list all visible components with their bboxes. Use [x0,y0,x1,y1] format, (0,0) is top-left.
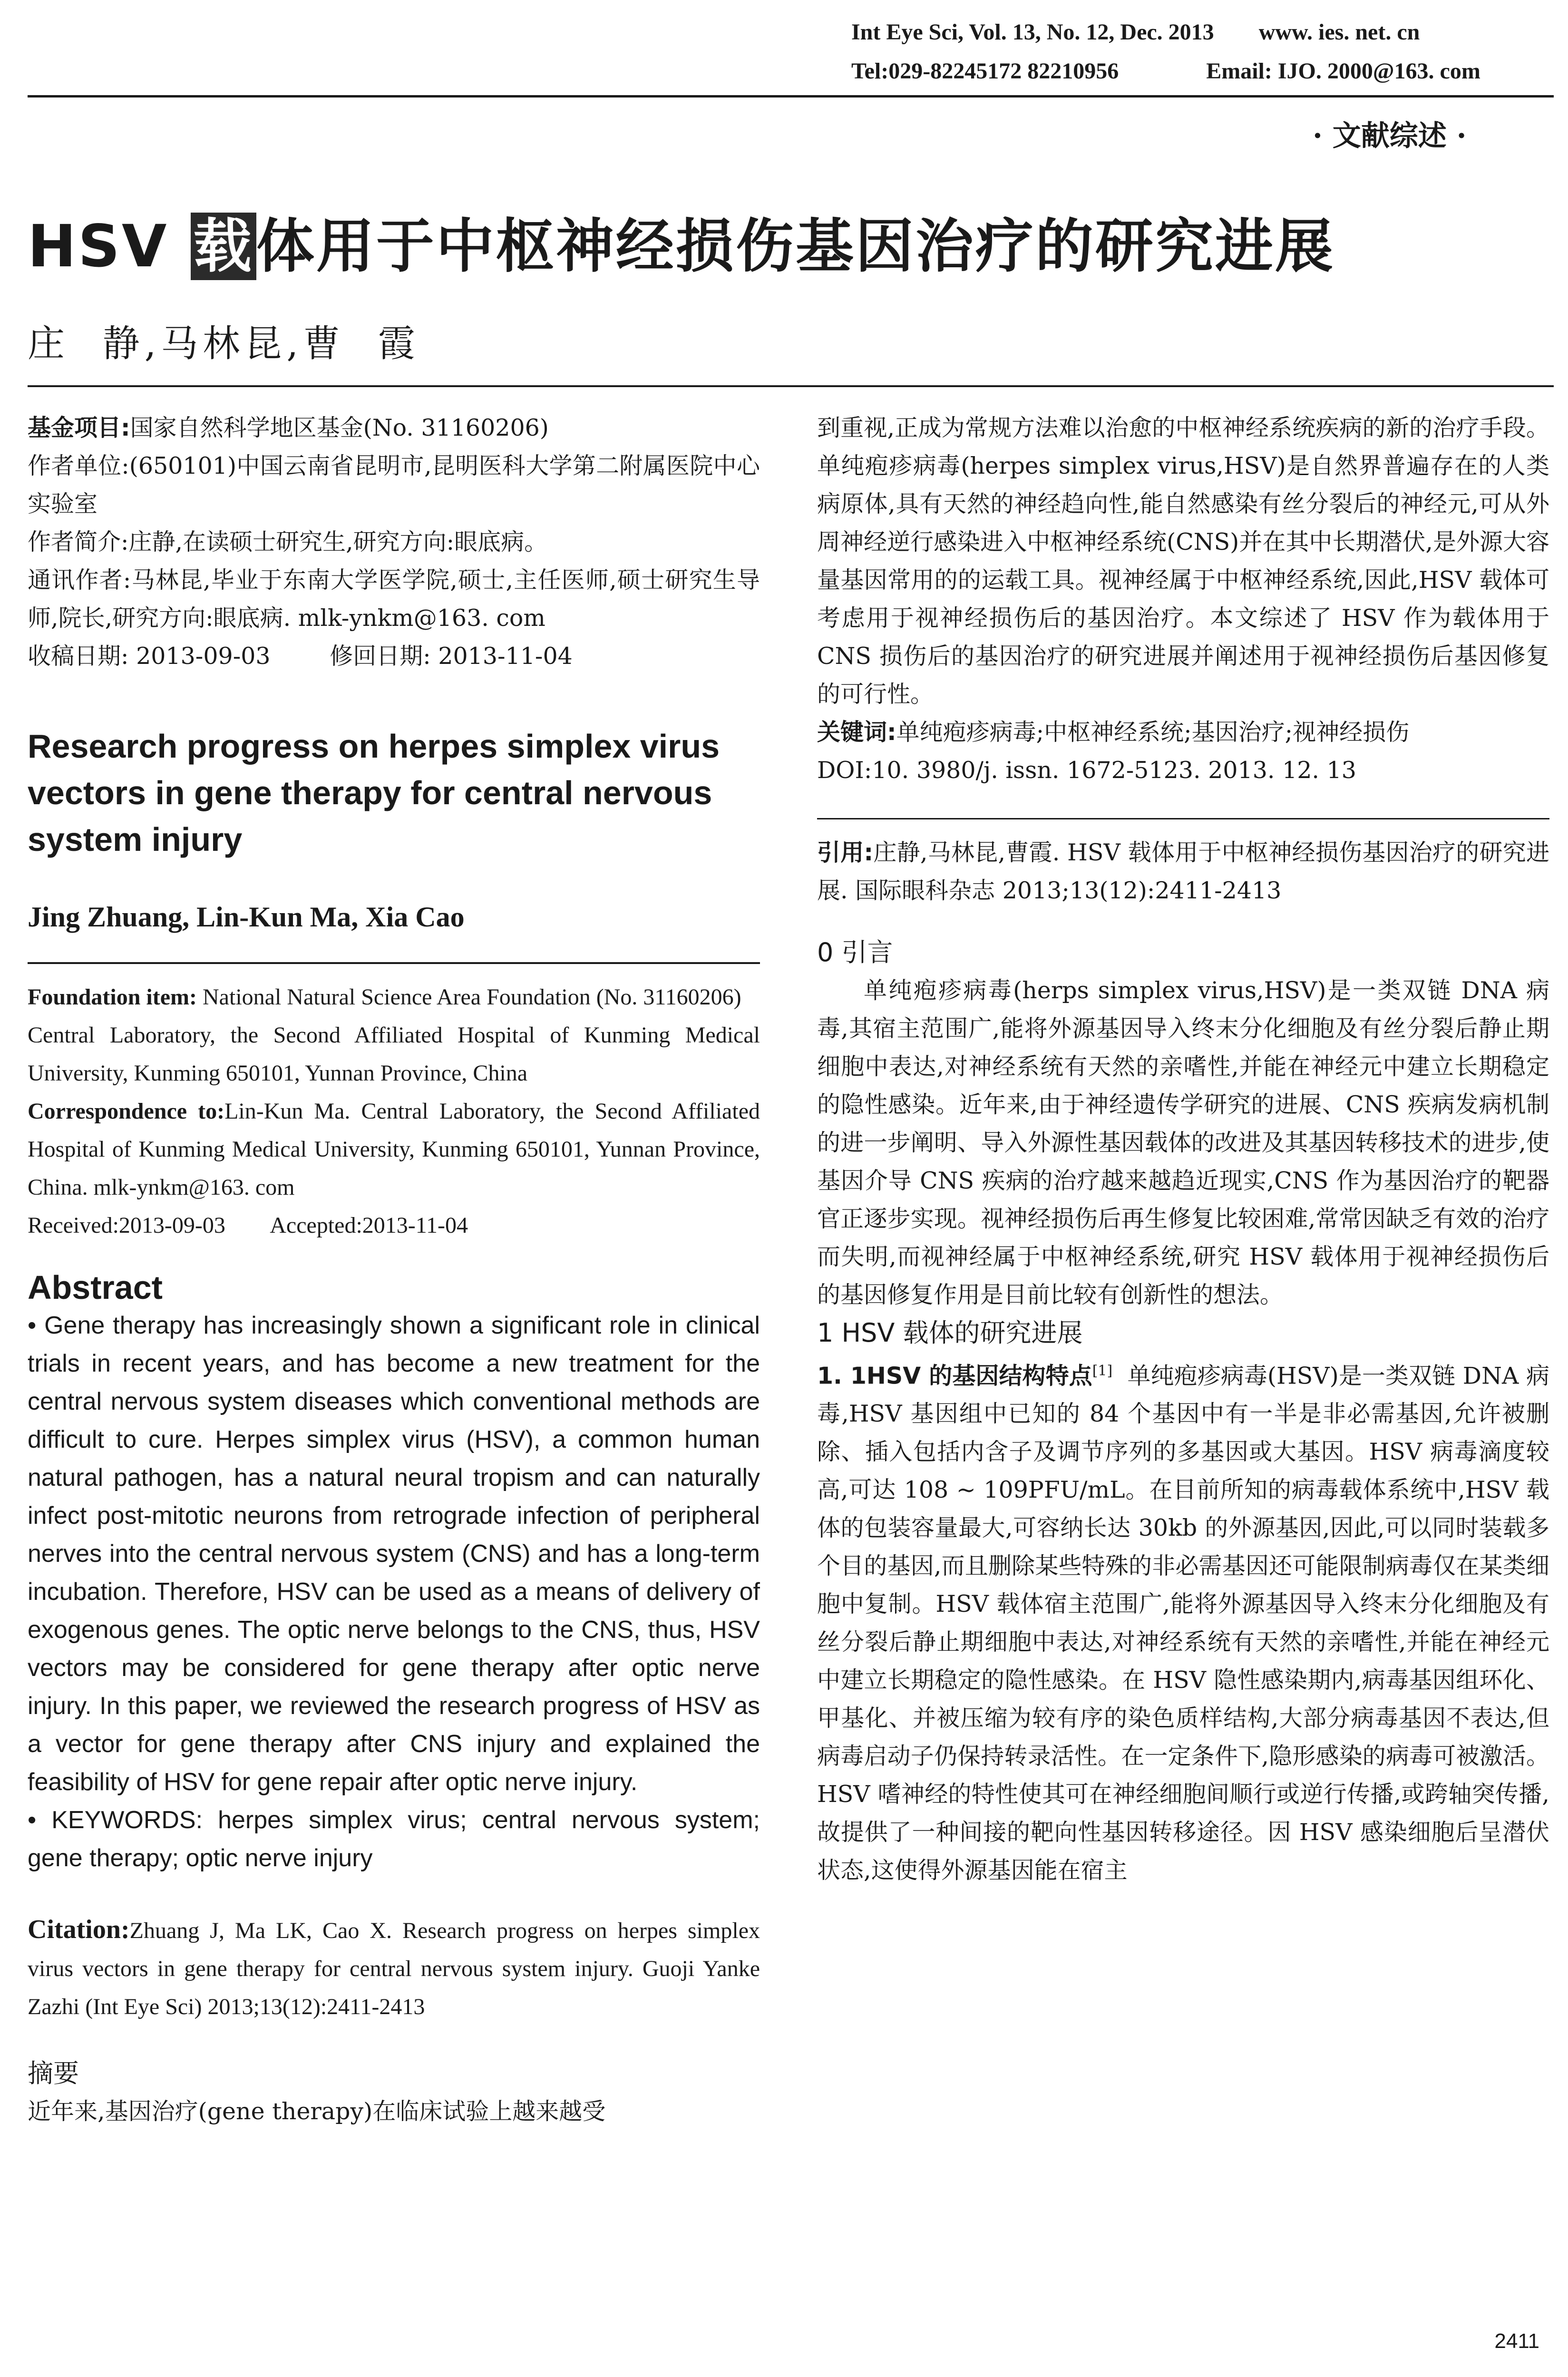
correspondence-en [28,1092,760,1207]
keywords-en: • KEYWORDS: herpes simplex virus; central nervous system; gene therapy; optic nerve injury [28,1806,760,1872]
keywords-cn-text: 单纯疱疹病毒;中枢神经系统;基因治疗;视神经损伤 [896,719,1410,746]
article-title [28,200,1335,283]
title-rule [28,385,1554,387]
section-tag: · 文献综述 · [1313,119,1467,153]
abstract-cn-text-right: 到重视,正成为常规方法难以治愈的中枢神经系统疾病的新的治疗手段。单纯疱疹病毒(herpes simplex virus,HSV)是自然界普遍存在的人类病原体,具有天然的神经趋向性,能自然感染有丝分裂后的神经元,可从外周神经逆行感染进入中枢神经系统(CNS)并在其中长期潜伏,是外源大容量基因常用的的运载工具。视神经属于中枢神经系统,因此,HSV 载体可考虑用于视神经损伤后的基因治疗。本文综述了 HSV 作为载体用于 CNS 损伤后的基因治疗的研究进展并阐述用于视神经损伤后基因修复的可行性。 [817,414,1549,708]
page-number: 2411 [1494,2329,1539,2353]
affiliation-en: Central Laboratory, the Second Affiliated Hospital of Kunming Medical University, Kunming 650101, Yunnan Province, China [28,1023,760,1086]
journal-email: Email: IJO. 2000@163. com [1206,58,1480,84]
correspondence-cn: 通讯作者:马林昆,毕业于东南大学医学院,硕士,主任医师,硕士研究生导师,院长,研究方向:眼底病. mlk-ynkm@163. com [28,566,760,632]
citation-en-text: Zhuang J, Ma LK, Cao X. Research progress on herpes simplex virus vectors in gene therapy for central nervous system injury. Guoji Yanke Zazhi (Int Eye Sci) 2013;13(12):2411-2413 [28,1918,760,2019]
header-rule [28,95,1554,97]
citation-en-label: Citation: [28,1915,130,1944]
journal-header-line2 [851,58,1554,84]
dates-en: Received:2013-09-03 Accepted:2013-11-04 [28,1213,468,1238]
foundation-cn [28,409,760,447]
correspondence-en-label: Correspondence to: [28,1099,225,1124]
foundation-en-text: National Natural Science Area Foundation (No. 31160206) [203,984,741,1010]
bio-cn: 作者简介:庄静,在读硕士研究生,研究方向:眼底病。 [28,528,548,555]
english-authors: Jing Zhuang, Lin-Kun Ma, Xia Cao [28,901,465,933]
abstract-cn-text-left: 近年来,基因治疗(gene therapy)在临床试验上越来越受 [28,2098,606,2125]
foundation-cn-text: 国家自然科学地区基金(No. 31160206) [130,414,549,441]
intro-heading: 0 引言 [817,937,893,967]
title-prefix: HSV [28,213,191,280]
section11-text: 单纯疱疹病毒(HSV)是一类双链 DNA 病毒,HSV 基因组中已知的 84 个基因中有一半是非必需基因,允许被删除、插入包括内含子及调节序列的多基因或大基因。HSV 病毒滴度较高,可达 108 ~ 109PFU/mL。在目前所知的病毒载体系统中,HSV 载体的包装容量最大,可容纳长达 30kb 的外源基因,因此,可以同时装载多个目的基因,而且删除某些特殊的非必需基因还可能限制病毒仅在某类细胞中复制。HSV 载体宿主范围广,能将外源基因导入终末分化细胞及有丝分裂后静止期细胞中表达,对神经系统有天然的亲嗜性,并能在神经元中建立长期稳定的隐性感染。在 HSV 隐性感染期内,病毒基因组环化、甲基化、并被压缩为较有序的染色质样结构,大部分病毒基因不表达,但病毒启动子仍保持转录活性。在一定条件下,隐形感染的病毒可被激活。HSV 嗜神经的特性使其可在神经细胞间顺行或逆行传播,或跨轴突传播,故提供了一种间接的靶向性基因转移途径。因 HSV 感染细胞后呈潜伏状态,这使得外源基因能在宿主 [817,1362,1549,1884]
journal-website: www. ies. net. cn [1258,19,1420,45]
abstract-text: • Gene therapy has increasingly shown a significant role in clinical trials in recent years, and has become a new treatment for the central nervous system diseases which conventional methods are difficult to cure. Herpes simplex virus (HSV), a common human natural pathogen, has a natural neural tropism and can naturally infect post-mitotic neurons from retrograde infection of peripheral nerves into the central nervous system (CNS) and has a long-term incubation. Therefore, HSV can be used as a means of delivery of exogenous genes. The optic nerve belongs to the CNS, thus, HSV vectors may be considered for gene therapy after optic nerve injury. In this paper, we reviewed the research progress of HSV as a vector for gene therapy after CNS injury and explained the feasibility of HSV for gene repair after optic nerve injury. [28,1312,760,1796]
abstract-heading: Abstract [28,1269,163,1306]
intro-text: 单纯疱疹病毒(herps simplex virus,HSV)是一类双链 DNA 病毒,其宿主范围广,能将外源基因导入终末分化细胞及有丝分裂后静止期细胞中表达,对神经系统有天然的亲嗜性,并能在神经元中建立长期稳定的隐性感染。近年来,由于神经遗传学研究的进展、CNS 疾病发病机制的进一步阐明、导入外源性基因载体的改进及其基因转移技术的进步,使基因介导 CNS 疾病的治疗越来越趋近现实,CNS 作为基因治疗的靶器官正逐步实现。视神经损伤后再生修复比较困难,常常因缺乏有效的治疗而失明,而视神经属于中枢神经系统,研究 HSV 载体用于视神经损伤后的基因修复作用是目前比较有创新性的想法。 [817,977,1549,1308]
citation-en [28,1910,760,2026]
abstract-cn-heading: 摘要 [28,2058,79,2088]
journal-citation: Int Eye Sci, Vol. 13, No. 12, Dec. 2013 [851,19,1214,45]
left-column [28,395,760,2131]
doi: DOI:10. 3980/j. issn. 1672-5123. 2013. 12. 13 [817,757,1356,784]
english-title: Research progress on herpes simplex virus vectors in gene therapy for central nervous system injury [28,728,720,858]
section11-ref: [1] [1092,1363,1113,1379]
keywords-cn [817,713,1549,751]
section1-heading: 1 HSV 载体的研究进展 [817,1318,1083,1348]
foundation-cn-label: 基金项目: [28,414,130,441]
title-highlight: 载 [191,213,256,280]
section11-paragraph [817,1352,1549,1890]
keywords-cn-label: 关键词: [817,719,896,746]
cite-cn [817,834,1549,910]
right-column [817,395,1549,1890]
article-authors: 庄 静,马林昆,曹 霞 [28,322,420,365]
dates-cn: 收稿日期: 2013-09-03 修回日期: 2013-11-04 [28,643,573,670]
title-rest: 体用于中枢神经损伤基因治疗的研究进展 [256,213,1335,280]
foundation-en-label: Foundation item: [28,984,197,1010]
journal-tel: Tel:029-82245172 82210956 [851,58,1119,84]
correspondence-en-text: Lin-Kun Ma. Central Laboratory, the Second Affiliated Hospital of Kunming Medical University, Kunming 650101, Yunnan Province, China. mlk-ynkm@163. com [28,1099,760,1200]
cite-cn-label: 引用: [817,839,874,866]
affiliation-cn: 作者单位:(650101)中国云南省昆明市,昆明医科大学第二附属医院中心实验室 [28,452,760,517]
section11-heading: 1. 1HSV 的基因结构特点 [817,1362,1092,1390]
journal-header-line1 [851,19,1554,45]
foundation-en [28,978,760,1016]
cite-cn-text: 庄静,马林昆,曹霞. HSV 载体用于中枢神经损伤基因治疗的研究进展. 国际眼科杂志 2013;13(12):2411-2413 [817,839,1549,904]
